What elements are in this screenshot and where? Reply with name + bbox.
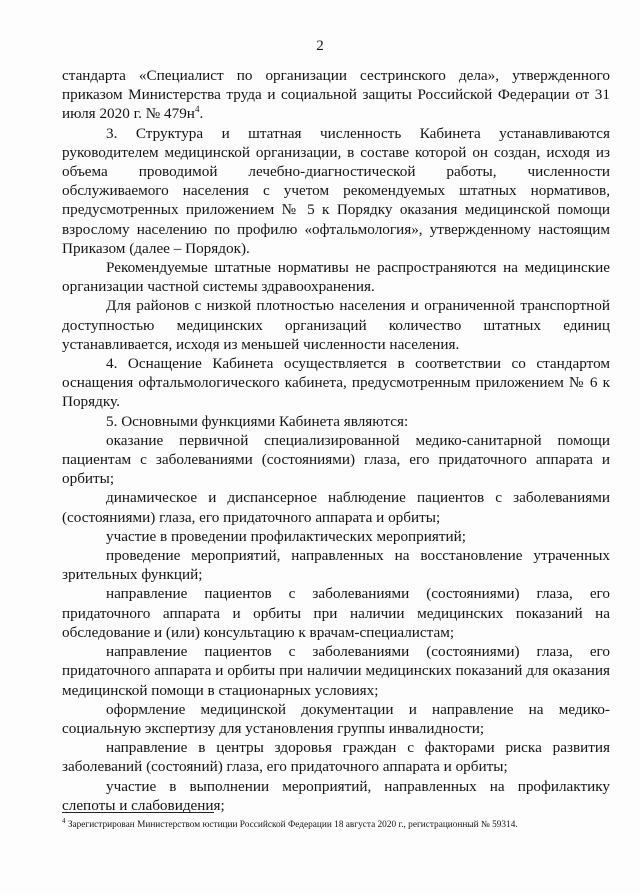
page-number: 2 — [316, 38, 324, 54]
paragraph-text: стандарта «Специалист по организации сестринского дела», утвержденного приказом Министерства труда и социальной защиты Российской Федерации от 31 июля 2020 г. № 479н — [62, 67, 610, 123]
list-item: проведение мероприятий, направленных на восстановление утраченных зрительных функций; — [62, 547, 610, 584]
paragraph: 5. Основными функциями Кабинета являются: — [106, 412, 409, 430]
list-item: участие в выполнении мероприятий, направленных на профилактику слепоты и слабовидения; — [62, 777, 610, 814]
paragraph: Рекомендуемые штатные нормативы не распространяются на медицинские организации частной системы здравоохранения. — [62, 259, 610, 296]
list-item: оформление медицинской документации и направление на медико-социальную экспертизу для установления группы инвалидности; — [62, 700, 610, 737]
footnote — [62, 816, 622, 831]
list-item: динамическое и диспансерное наблюдение пациентов с заболеваниями (состояниями) глаза, его придаточного аппарата и орбиты; — [62, 489, 610, 526]
list-item: направление пациентов с заболеваниями (состояниями) глаза, его придаточного аппарата и орбиты при наличии медицинских показаний на обследование и (или) консультацию к врачам-специалистам; — [62, 585, 610, 641]
document-body — [62, 66, 610, 815]
footnote-divider — [62, 812, 214, 813]
list-item: участие в проведении профилактических мероприятий; — [106, 527, 466, 545]
paragraph: 3. Структура и штатная численность Кабинета устанавливаются руководителем медицинской организации, в составе которой он создан, исходя из объема проводимой лечебно-диагностической работы, численности обслуживаемого населения с учетом рекомендуемых штатных нормативов, предусмотренных приложением № 5 к Порядку оказания медицинской помощи взрослому населению по профилю «офтальмология», утвержденному настоящим Приказом (далее – Порядок). — [62, 124, 610, 257]
footnote-text: Зарегистрирован Министерством юстиции Российской Федерации 18 августа 2020 г., регистрационный № 59314. — [67, 820, 518, 830]
paragraph: Для районов с низкой плотностью населения и ограниченной транспортной доступностью медицинских организаций количество штатных единиц устанавливается, исходя из меньшей численности населения. — [62, 297, 610, 353]
footnote-reference: 4 — [194, 104, 200, 115]
list-item: оказание первичной специализированной медико-санитарной помощи пациентам с заболеваниями (состояниями) глаза, его придаточного аппарата и орбиты; — [62, 431, 610, 488]
footnote-marker: 4 — [62, 816, 66, 825]
paragraph: 4. Оснащение Кабинета осуществляется в соответствии со стандартом оснащения офтальмологического кабинета, предусмотренным приложением № 6 к Порядку. — [62, 355, 610, 411]
list-item: направление пациентов с заболеваниями (состояниями) глаза, его придаточного аппарата и орбиты при наличии медицинских показаний для оказания медицинской помощи в стационарных условиях; — [62, 643, 610, 699]
list-item: направление в центры здоровья граждан с факторами риска развития заболеваний (состояний) глаза, его придаточного аппарата и орбиты; — [62, 739, 610, 776]
paragraph: стандарта «Специалист по организации сестринского дела», утвержденного приказом Министерства труда и социальной защиты Российской Федерации от 31 июля 2020 г. № $479н^4$. — [62, 67, 610, 123]
